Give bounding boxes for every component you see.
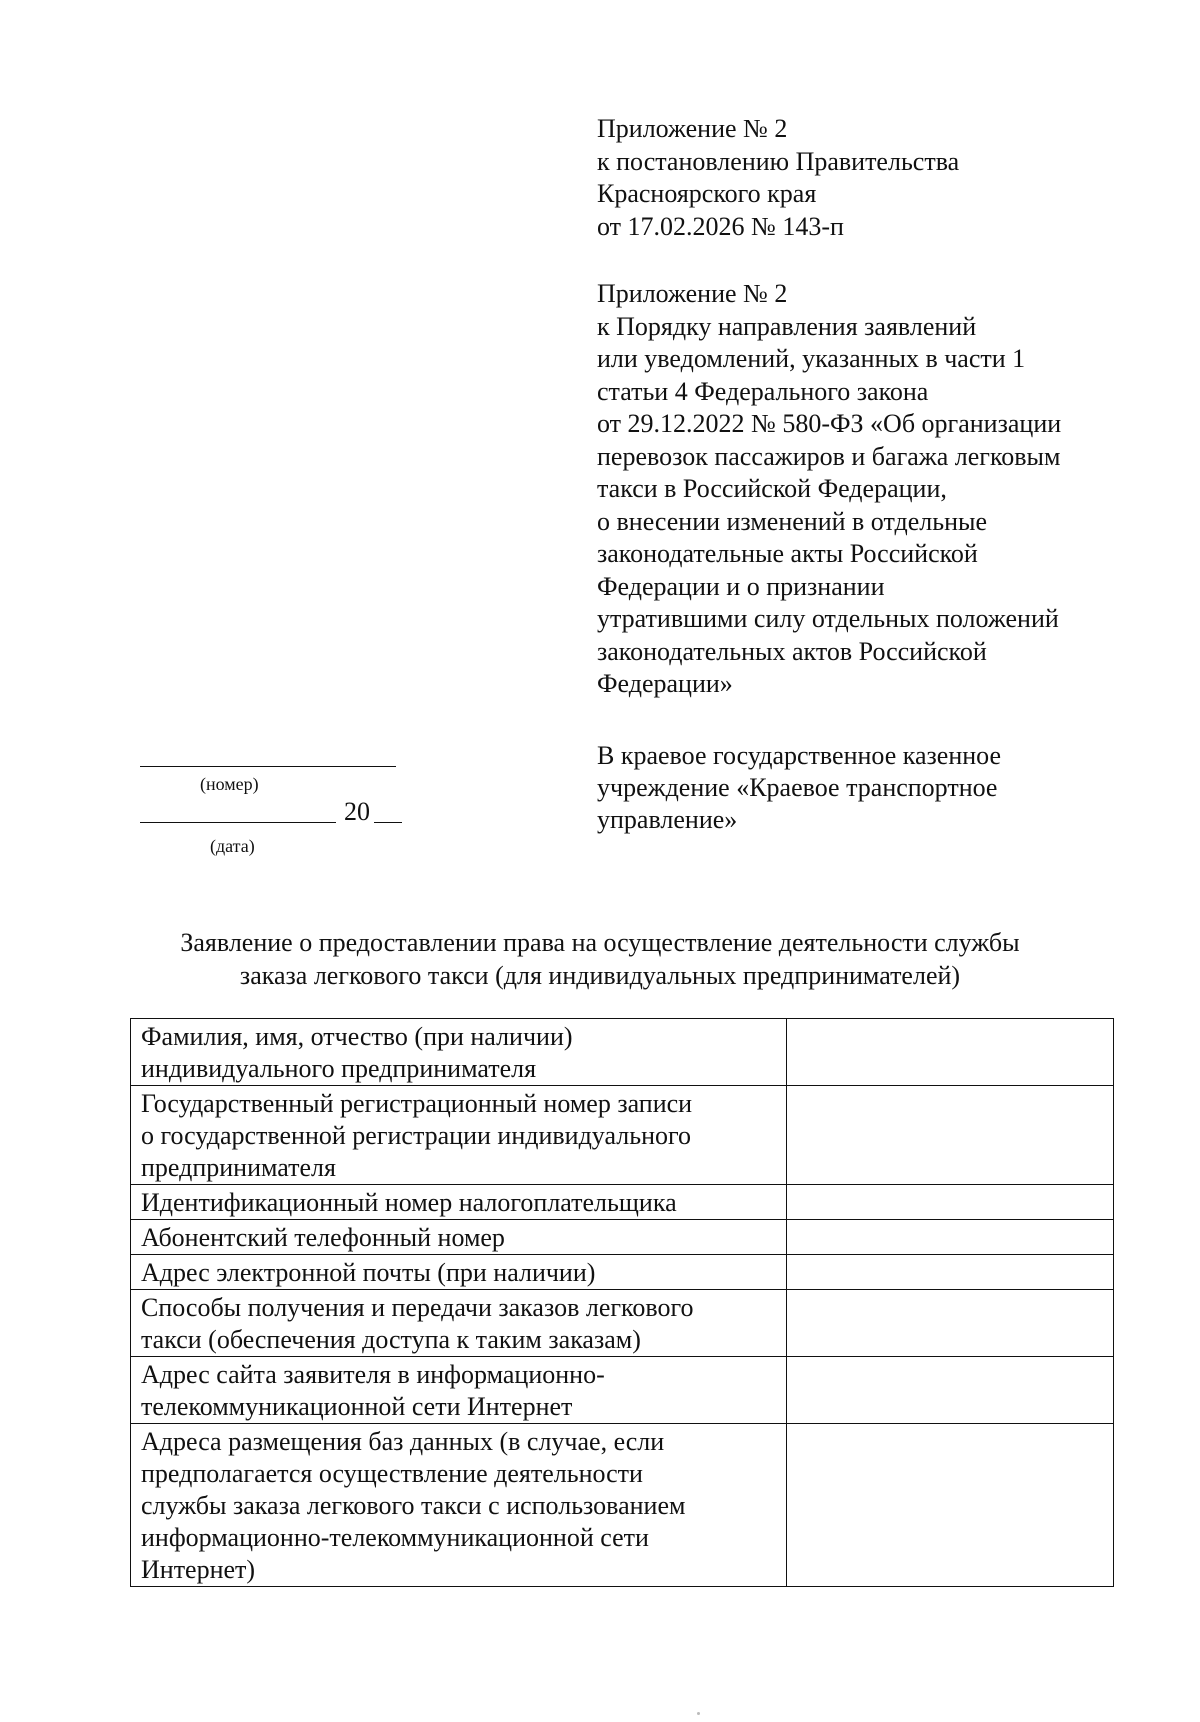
- label-line: индивидуального предпринимателя: [141, 1054, 537, 1083]
- appendix-line: от 29.12.2022 № 580-ФЗ «Об организации: [597, 409, 1062, 438]
- label-line: Идентификационный номер налогоплательщика: [141, 1188, 677, 1217]
- label-line: службы заказа легкового такси с использованием: [141, 1491, 686, 1520]
- appendix-line: Приложение № 2: [597, 114, 788, 143]
- appendix-line: или уведомлений, указанных в части 1: [597, 344, 1026, 373]
- appendix-line: такси в Российской Федерации,: [597, 474, 947, 503]
- appendix-line: утратившими силу отдельных положений: [597, 604, 1059, 633]
- label-line: такси (обеспечения доступа к таким заказам): [141, 1325, 641, 1354]
- row-value-cell[interactable]: [787, 1290, 1114, 1357]
- recipient-line: учреждение «Краевое транспортное: [597, 773, 998, 802]
- table-row: [131, 1255, 1114, 1290]
- label-line: предполагается осуществление деятельности: [141, 1459, 643, 1488]
- table-row: [131, 1357, 1114, 1424]
- row-label: [131, 1019, 787, 1086]
- row-label: [131, 1424, 787, 1587]
- scan-speck: [697, 1712, 700, 1715]
- recipient-block: [597, 740, 1117, 836]
- appendix-line: Федерации»: [597, 669, 733, 698]
- row-label: [131, 1086, 787, 1185]
- label-line: Адрес сайта заявителя в информационно-: [141, 1360, 605, 1389]
- appendix-order-header: [597, 278, 1117, 701]
- document-title: [120, 926, 1080, 992]
- table-row: [131, 1086, 1114, 1185]
- appendix-line: к Порядку направления заявлений: [597, 311, 977, 341]
- appendix-line: Приложение № 2: [597, 279, 788, 308]
- table-row: [131, 1185, 1114, 1220]
- row-value-cell[interactable]: [787, 1357, 1114, 1424]
- label-line: Адрес электронной почты (при наличии): [141, 1258, 596, 1287]
- number-date-fields: [140, 742, 410, 862]
- label-line: Адреса размещения баз данных (в случае, если: [141, 1427, 665, 1456]
- row-value-cell[interactable]: [787, 1185, 1114, 1220]
- row-value-cell[interactable]: [787, 1255, 1114, 1290]
- appendix-line: законодательных актов Российской: [597, 636, 987, 666]
- row-value-cell[interactable]: [787, 1019, 1114, 1086]
- label-line: Абонентский телефонный номер: [141, 1223, 505, 1252]
- row-label: [131, 1185, 787, 1220]
- application-form-table: [130, 1018, 1114, 1587]
- label-line: телекоммуникационной сети Интернет: [141, 1392, 573, 1421]
- title-line: Заявление о предоставлении права на осуществление деятельности службы: [180, 928, 1020, 957]
- label-line: Фамилия, имя, отчество (при наличии): [141, 1022, 573, 1051]
- year-field-line[interactable]: [374, 822, 402, 823]
- label-line: информационно-телекоммуникационной сети: [141, 1523, 649, 1552]
- table-row: [131, 1220, 1114, 1255]
- recipient-line: управление»: [597, 805, 738, 834]
- date-caption: (дата): [210, 836, 255, 856]
- number-field-line[interactable]: [140, 766, 396, 767]
- table-row: [131, 1290, 1114, 1357]
- appendix-line: Федерации и о признании: [597, 571, 885, 601]
- row-value-cell[interactable]: [787, 1086, 1114, 1185]
- appendix-line: от 17.02.2026 № 143-п: [597, 211, 844, 241]
- row-value-cell[interactable]: [787, 1220, 1114, 1255]
- row-label: [131, 1357, 787, 1424]
- table-row: [131, 1019, 1114, 1086]
- label-line: Способы получения и передачи заказов легкового: [141, 1293, 694, 1322]
- appendix-line: Красноярского края: [597, 179, 817, 208]
- appendix-line: статьи 4 Федерального закона: [597, 376, 929, 406]
- year-prefix: 20: [344, 797, 370, 826]
- row-value-cell[interactable]: [787, 1424, 1114, 1587]
- label-line: Государственный регистрационный номер записи: [141, 1089, 693, 1118]
- label-line: о государственной регистрации индивидуального: [141, 1121, 691, 1150]
- date-field-line[interactable]: [140, 822, 336, 823]
- row-label: [131, 1255, 787, 1290]
- appendix-line: перевозок пассажиров и багажа легковым: [597, 441, 1061, 471]
- title-line: заказа легкового такси (для индивидуальных предпринимателей): [239, 961, 961, 990]
- row-label: [131, 1220, 787, 1255]
- appendix-line: о внесении изменений в отдельные: [597, 506, 987, 536]
- label-line: Интернет): [141, 1555, 256, 1584]
- label-line: предпринимателя: [141, 1153, 336, 1182]
- appendix-government-header: [597, 113, 1117, 243]
- appendix-line: законодательные акты Российской: [597, 539, 978, 568]
- recipient-line: В краевое государственное казенное: [597, 741, 1002, 770]
- number-caption: (номер): [200, 774, 259, 794]
- appendix-line: к постановлению Правительства: [597, 146, 960, 176]
- row-label: [131, 1290, 787, 1357]
- table-row: [131, 1424, 1114, 1587]
